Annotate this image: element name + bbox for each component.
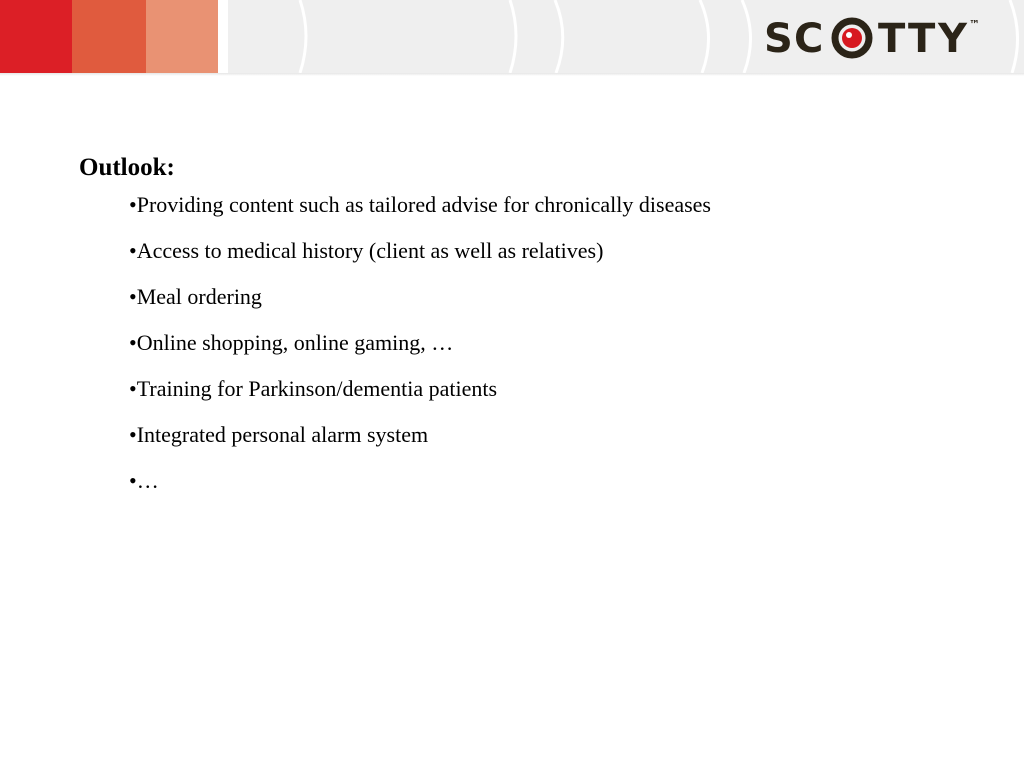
bullet-mark: • [129,192,137,217]
bullet-text: Integrated personal alarm system [136,422,429,447]
logo-eye-icon [835,21,869,55]
bullet-item [129,330,979,356]
bullet-mark: • [129,468,137,493]
bullet-item [129,284,979,310]
bullet-text: Meal ordering [136,284,262,309]
bullet-text: … [136,468,159,493]
logo-letter-c: C [794,16,824,62]
bullet-item [129,468,979,494]
bullet-text: Online shopping, online gaming, … [136,330,454,355]
bullet-item [129,376,979,402]
bullet-mark: • [129,422,137,447]
bullet-item [129,192,979,218]
slide-content [79,150,979,514]
bullet-text: Access to medical history (client as well as relatives) [136,238,604,263]
logo-letter-t2: T [908,16,936,62]
bullet-mark: • [129,238,137,263]
logo-letter-y: Y [938,16,967,62]
bullet-mark: • [129,376,137,401]
scotty-logo [762,12,992,62]
trademark-symbol: ™ [969,18,980,31]
bullet-text: Training for Parkinson/dementia patients [136,376,498,401]
bullet-item [129,422,979,448]
bullet-mark: • [129,330,137,355]
header-divider [0,73,1024,76]
slide-heading: Outlook: [79,154,175,181]
bullet-list [129,192,979,494]
logo-letter-t1: T [878,16,906,62]
bullet-item [129,238,979,264]
header-band [0,0,1024,73]
logo-letter-s: S [764,16,793,62]
bullet-mark: • [129,284,137,309]
bullet-text: Providing content such as tailored advise for chronically diseases [136,192,711,217]
